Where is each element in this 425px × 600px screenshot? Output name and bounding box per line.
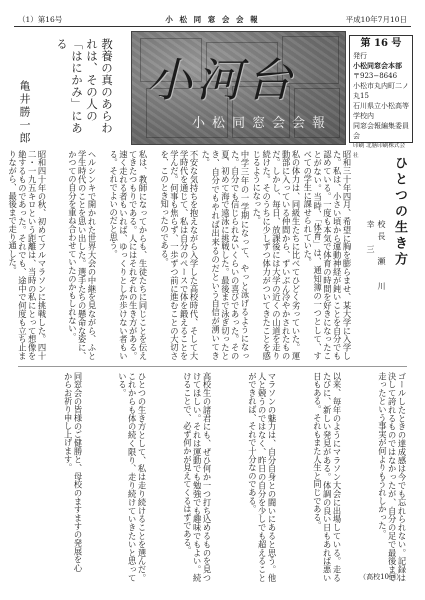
printer: 印刷 北膳印刷株式会社 <box>353 143 406 159</box>
editor: 同窓会報編集委員会 <box>353 122 409 140</box>
article-column: ひとつの生き方として、私は走り続けることを選んだ。これからも体の続く限り、走り続けていきたいと思っている。 <box>117 372 147 582</box>
issue-number: 第 16 号 <box>360 38 402 49</box>
article-column: 以来、毎年のようにマラソン大会に出場している。走るたびに、新しい発見がある。体調の良い日もあれば悪い日もある。それもまた人生と同じである。 <box>312 372 342 582</box>
masthead-subtitle: 小松同窓会会報 <box>192 116 333 131</box>
article-column: ヘルシンキで開かれた世界大会の中継を見ながら、ふと学生時代のことを思い出した。選手たちの懸命な姿に、かつての自分を重ね合わせていたのかもしれない。 <box>67 150 97 360</box>
article-column: ゴールしたときの達成感は今でも忘れられない。記録は決して誇れるものではなかったが、自分の足で最後まで走ったという事実が何よりもうれしかった。 <box>377 372 407 582</box>
article-column: 私は、教師になってからも、生徒たちに同じことを伝えてきたつもりである。人にはそれぞれの生き方がある。速く走れる者もいれば、ゆっくりとしか歩けない者もいる。それでよいのだと思う。 <box>108 150 148 360</box>
article-author: 校長 瀬 川 幸 三 <box>366 220 386 294</box>
article-column: マラソンの魅力は、自分自身との闘いにあると思う。他人と競うのではなく、昨日の自分を少しでも超えることができれば、それで十分なのである。 <box>247 372 277 582</box>
issue-date: 平成10年7月10日 <box>345 15 407 24</box>
address-line-2: 石川県立小松高等学校内 <box>353 102 409 120</box>
tier-divider <box>18 366 407 367</box>
article-title: ひとつの生き方 <box>392 156 407 268</box>
article-footnote: （高校10回） <box>359 573 403 581</box>
article-column: 私の体力は、同級生たちに比べてひどく劣っていた。運動部に入っている仲間から、ずいぶん冷やかされたものだ。しかし、毎日、放課後には大学の近くの山道を走り続けた。そのうちに少しずつ体力がついてきたことを感じるようになった。 <box>251 150 301 360</box>
postal-code: 〒923−8646 <box>353 72 398 80</box>
page-issue: （1）第16号 <box>18 15 63 24</box>
epigraph-quote: 教養の真のあらわれは、その人の「はにかみ」にある <box>55 38 114 134</box>
article-title-block <box>358 150 413 330</box>
publish-label: 発行 <box>353 52 367 60</box>
address-line-1: 小松市丸内町二ノ丸15 <box>353 82 409 100</box>
epigraph-author: 亀井勝一郎 <box>18 80 31 145</box>
article-column: 同窓会の皆様のご健勝と、母校のますますの発展を心からお祈り申し上げます。 <box>63 372 83 572</box>
article-column: 中学三年の一学期になって、やっと泳げるようになった。自分でも信じられないくらいの喜びであった。その夏、初めて海で遠泳に挑戦した。最後まで泳ぎ切ったとき、自分でもやれば出来るのだという自信が湧いてきた。 <box>200 150 250 360</box>
article-column: 昭和三十年四月、希望に胸を膨らませ、某大学に入学した。私は、小さい頃から運動神経が鈍いことを自分でも認めている。一度も本気で体育の時間を好きになったことがない。当時、「体育」は、通知簿の一つとして、すべての学生に課せられていた。 <box>302 150 352 360</box>
masthead-title: 小河台 <box>146 53 296 107</box>
article-column: 昭和四十年の秋、初めてフルマラソンに挑戦した。四十二・一九五キロという距離は、当時の私にとって想像を絶するものであった。それでも、途中で何度も立ち止まりながら、最後まで走り通した。 <box>7 150 47 360</box>
publisher-name: 小松同窓会本部 <box>353 61 402 70</box>
publisher-box <box>349 35 413 159</box>
page-header <box>14 12 411 27</box>
masthead-banner <box>131 31 346 145</box>
paper-name: 小 松 同 窓 会 会 報 <box>165 15 260 24</box>
article-column: 不安な気持ちを抱えながら入学した高校時代、そして大学時代を通じて、私は自分のペースで体を鍛えることを学んだ。何事も焦らず、一歩ずつ前に進むことの大切さを、このとき知ったのである。 <box>159 150 199 360</box>
article-column: 高校生の諸君にも、ぜひ何か一つ打ち込めるものを見つけてほしい。それは運動でも勉強でも趣味でもよい。続けることで、必ず何かが見えてくるはずである。 <box>182 372 212 582</box>
